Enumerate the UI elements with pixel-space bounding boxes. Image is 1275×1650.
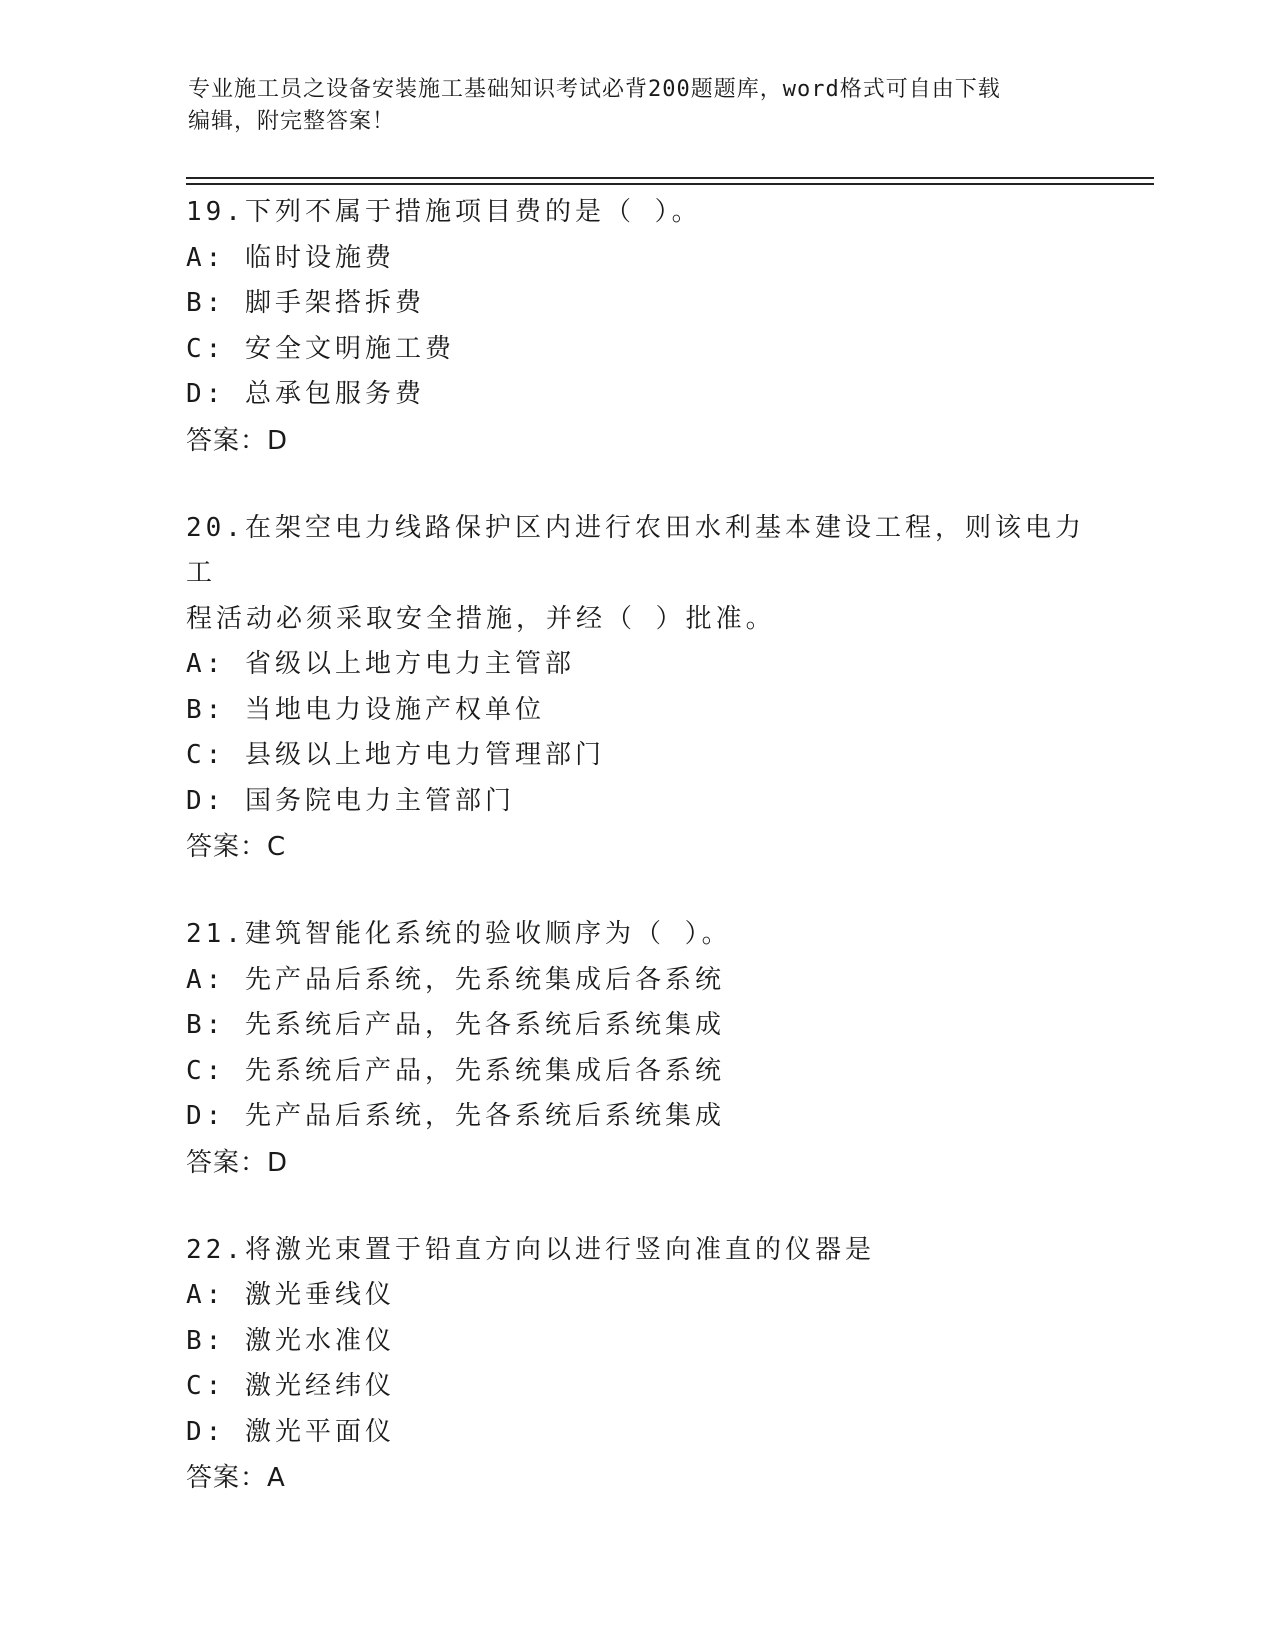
option-c: C: 安全文明施工费 [186, 333, 455, 364]
header-line-2: 编辑，附完整答案！ [188, 109, 396, 134]
option-d: D: 总承包服务费 [186, 379, 425, 409]
option-b: B: 激光水准仪 [186, 1325, 395, 1356]
answer-line: 答案：C [186, 832, 287, 862]
header-rule-top [186, 177, 1154, 179]
option-a: A: 临时设施费 [186, 242, 395, 273]
question-21 [186, 912, 1146, 1186]
header-rule-bottom [186, 183, 1154, 185]
question-stem: 21.建筑智能化系统的验收顺序为（ ）。 [186, 919, 732, 949]
option-c: C: 县级以上地方电力管理部门 [186, 740, 605, 770]
question-22 [186, 1228, 1146, 1502]
question-stem-line-2: 程活动必须采取安全措施，并经（ ）批准。 [186, 603, 776, 634]
answer-line: 答案：A [186, 1463, 286, 1493]
question-stem-line-1: 20.在架空电力线路保护区内进行农田水利基本建设工程，则该电力工 [186, 512, 1085, 588]
answer-line: 答案：D [186, 1147, 289, 1178]
header-line-1: 专业施工员之设备安装施工基础知识考试必背200题题库，word格式可自由下载 [188, 77, 1001, 102]
option-d: D: 先产品后系统，先各系统后系统集成 [186, 1101, 725, 1131]
option-d: D: 国务院电力主管部门 [186, 785, 515, 816]
option-a: A: 省级以上地方电力主管部 [186, 649, 575, 679]
question-19 [186, 190, 1146, 464]
option-d: D: 激光平面仪 [186, 1416, 395, 1447]
question-20 [186, 506, 1146, 871]
document-header [188, 74, 1088, 138]
option-c: C: 激光经纬仪 [186, 1371, 395, 1401]
option-b: B: 脚手架搭拆费 [186, 288, 425, 318]
option-b: B: 当地电力设施产权单位 [186, 694, 545, 725]
question-stem: 22.将激光束置于铅直方向以进行竖向准直的仪器是 [186, 1234, 875, 1265]
option-a: A: 激光垂线仪 [186, 1280, 395, 1310]
question-stem: 19.下列不属于措施项目费的是（ ）。 [186, 197, 702, 227]
question-list [186, 190, 1146, 1501]
option-b: B: 先系统后产品，先各系统后系统集成 [186, 1010, 725, 1040]
option-a: A: 先产品后系统，先系统集成后各系统 [186, 964, 725, 995]
option-c: C: 先系统后产品，先系统集成后各系统 [186, 1055, 725, 1086]
answer-line: 答案：D [186, 425, 289, 456]
